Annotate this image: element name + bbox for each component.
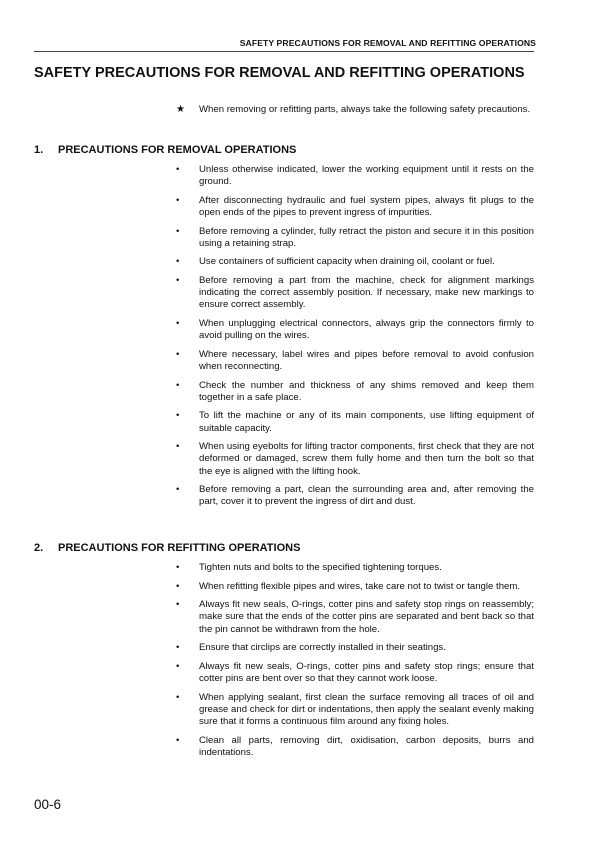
list-item: [176, 380, 534, 404]
list-item: [176, 349, 534, 373]
removal-precautions-list: [176, 164, 534, 515]
list-item: [176, 484, 534, 508]
list-item: [176, 581, 534, 593]
list-item: [176, 692, 534, 729]
bullet-icon: •: [176, 348, 180, 360]
list-item-text: Check the number and thickness of any shims removed and keep them together in a safe place.: [199, 379, 534, 403]
list-item: [176, 661, 534, 685]
bullet-icon: •: [176, 580, 180, 592]
refitting-precautions-list: [176, 562, 534, 765]
list-item-text: Before removing a part, clean the surrounding area and, after removing the part, cover it to prevent the ingress of dirt and dust.: [199, 484, 534, 508]
intro-item: [176, 104, 534, 116]
list-item: [176, 642, 534, 654]
bullet-icon: •: [176, 274, 180, 286]
bullet-icon: •: [176, 734, 180, 746]
list-item-text: After disconnecting hydraulic and fuel system pipes, always fit plugs to the open ends of the pipes to prevent ingress of impurities.: [199, 194, 534, 218]
list-item-text: Where necessary, label wires and pipes before removal to avoid confusion when reconnecting.: [199, 348, 534, 372]
list-item-text: When unplugging electrical connectors, always grip the connectors firmly to avoid pulling on the wires.: [199, 317, 534, 342]
list-item-text: Tighten nuts and bolts to the specified tightening torques.: [199, 562, 442, 573]
page-title: SAFETY PRECAUTIONS FOR REMOVAL AND REFITTING OPERATIONS: [34, 65, 525, 81]
list-item: [176, 195, 534, 219]
intro-note: [176, 104, 534, 123]
intro-text: When removing or refitting parts, always take the following safety precautions.: [199, 104, 531, 115]
list-item: [176, 318, 534, 342]
bullet-icon: •: [176, 194, 180, 206]
list-item-text: Clean all parts, removing dirt, oxidisation, carbon deposits, burrs and indentations.: [199, 734, 534, 758]
bullet-icon: •: [176, 441, 180, 453]
bullet-icon: •: [176, 225, 180, 237]
list-item: [176, 410, 534, 434]
bullet-icon: •: [176, 562, 180, 573]
section-title: PRECAUTIONS FOR REMOVAL OPERATIONS: [58, 144, 297, 156]
list-item-text: Always fit new seals, O-rings, cotter pins and safety stop rings; ensure that cotter pins are bent over so that they cannot work loose.: [199, 660, 534, 684]
bullet-icon: •: [176, 691, 180, 703]
list-item-text: When refitting flexible pipes and wires, take care not to twist or tangle them.: [199, 580, 521, 592]
list-item-text: To lift the machine or any of its main components, use lifting equipment of suitable capacity.: [199, 410, 534, 434]
list-item-text: When using eyebolts for lifting tractor components, first check that they are not deformed or damaged, screw them fully home and then turn the bolt so that the eye is aligned with the lifting hook.: [199, 441, 534, 477]
bullet-icon: •: [176, 164, 180, 175]
header-rule: [34, 51, 534, 52]
bullet-icon: •: [176, 599, 180, 611]
list-item: [176, 256, 534, 268]
star-icon: ★: [176, 104, 185, 115]
section-number: 2.: [34, 542, 44, 554]
bullet-icon: •: [176, 660, 180, 672]
section-title: PRECAUTIONS FOR REFITTING OPERATIONS: [58, 542, 301, 554]
bullet-icon: •: [176, 484, 180, 496]
bullet-icon: •: [176, 379, 180, 391]
section-heading-removal: [34, 144, 296, 156]
bullet-icon: •: [176, 642, 180, 654]
list-item: [176, 441, 534, 478]
list-item-text: Before removing a cylinder, fully retract the piston and secure it in this position using a retaining strap.: [199, 225, 534, 249]
list-item: [176, 599, 534, 636]
section-heading-refitting: [34, 542, 300, 554]
list-item-text: Use containers of sufficient capacity when draining oil, coolant or fuel.: [199, 256, 495, 268]
list-item-text: Unless otherwise indicated, lower the working equipment until it rests on the ground.: [199, 164, 534, 188]
bullet-icon: •: [176, 256, 180, 268]
running-header: SAFETY PRECAUTIONS FOR REMOVAL AND REFITTING OPERATIONS: [239, 38, 536, 48]
list-item-text: Before removing a part from the machine, check for alignment markings indicating the correct assembly position. If necessary, make new markings to ensure correct assembly.: [199, 274, 534, 311]
list-item-text: Ensure that circlips are correctly installed in their seatings.: [199, 642, 446, 654]
list-item-text: Always fit new seals, O-rings, cotter pins and safety stop rings on reassembly; make sure that the ends of the cotter pins are separated and bent back so that the pin cannot be withdrawn from the hole.: [199, 599, 534, 635]
bullet-icon: •: [176, 317, 180, 329]
bullet-icon: •: [176, 410, 180, 422]
page-number: 00-6: [34, 797, 62, 812]
list-item: [176, 275, 534, 312]
list-item-text: When applying sealant, first clean the surface removing all traces of oil and grease and check for dirt or indentations, then apply the sealant evenly making sure that it forms a continuous film around any fixing holes.: [199, 691, 534, 727]
list-item: [176, 164, 534, 188]
list-item: [176, 735, 534, 759]
list-item: [176, 226, 534, 250]
list-item: [176, 562, 534, 574]
section-number: 1.: [34, 144, 44, 156]
